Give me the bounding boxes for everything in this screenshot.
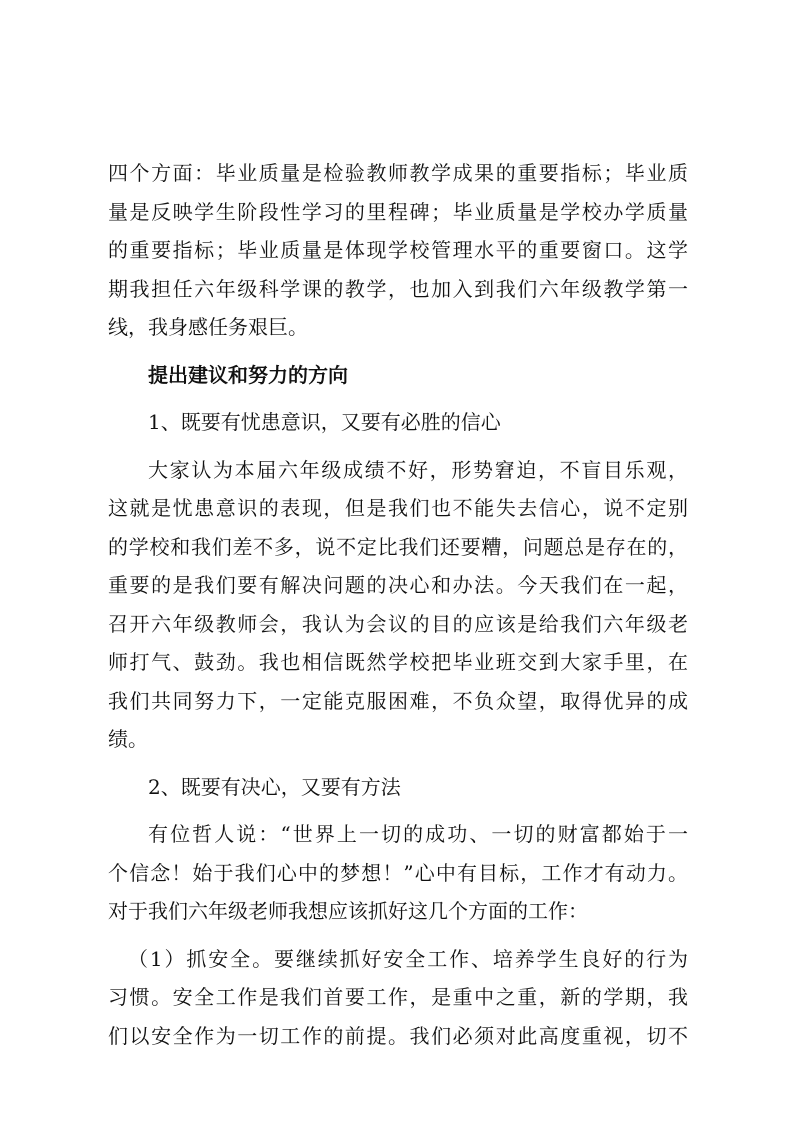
subheading-1: 1、既要有忧患意识，又要有必胜的信心 bbox=[148, 410, 501, 434]
body-line: 重要的是我们要有解决问题的决心和办法。今天我们在一起， bbox=[108, 573, 688, 597]
document-body bbox=[108, 154, 688, 1055]
body-line: 期我担任六年级科学课的教学，也加入到我们六年级教学第一 bbox=[108, 276, 688, 301]
body-line: 师打气、鼓劲。我也相信既然学校把毕业班交到大家手里，在 bbox=[108, 650, 688, 674]
body-line: 召开六年级教师会，我认为会议的目的应该是给我们六年级老 bbox=[108, 611, 688, 636]
section-heading: 提出建议和努力的方向 bbox=[148, 362, 348, 387]
body-line: 的重要指标；毕业质量是体现学校管理水平的重要窗口。这学 bbox=[108, 238, 688, 262]
body-line: 大家认为本届六年级成绩不好，形势窘迫，不盲目乐观， bbox=[148, 457, 688, 482]
body-line: 有位哲人说：“世界上一切的成功、一切的财富都始于一 bbox=[148, 822, 688, 846]
body-line: 我们共同努力下，一定能克服困难，不负众望，取得优异的成 bbox=[108, 688, 688, 713]
body-line: 线，我身感任务艰巨。 bbox=[108, 315, 308, 339]
subheading-2: 2、既要有决心，又要有方法 bbox=[148, 774, 401, 799]
body-line: 量是反映学生阶段性学习的里程碑；毕业质量是学校办学质量 bbox=[108, 199, 688, 224]
body-line: 这就是忧患意识的表现，但是我们也不能失去信心，说不定别 bbox=[108, 496, 688, 520]
body-line: 的学校和我们差不多，说不定比我们还要糟，问题总是存在的， bbox=[108, 534, 688, 559]
body-line: 习惯。安全工作是我们首要工作，是重中之重，新的学期，我 bbox=[108, 985, 688, 1009]
body-line: 四个方面：毕业质量是检验教师教学成果的重要指标；毕业质 bbox=[108, 161, 688, 185]
body-line: （1）抓安全。要继续抓好安全工作、培养学生良好的行为 bbox=[128, 946, 688, 971]
body-line: 绩。 bbox=[108, 727, 148, 751]
body-line: 对于我们六年级老师我想应该抓好这几个方面的工作： bbox=[108, 899, 588, 923]
body-line: 个信念！始于我们心中的梦想！”心中有目标，工作才有动力。 bbox=[108, 860, 688, 885]
body-line: 们以安全作为一切工作的前提。我们必须对此高度重视，切不 bbox=[108, 1023, 688, 1048]
